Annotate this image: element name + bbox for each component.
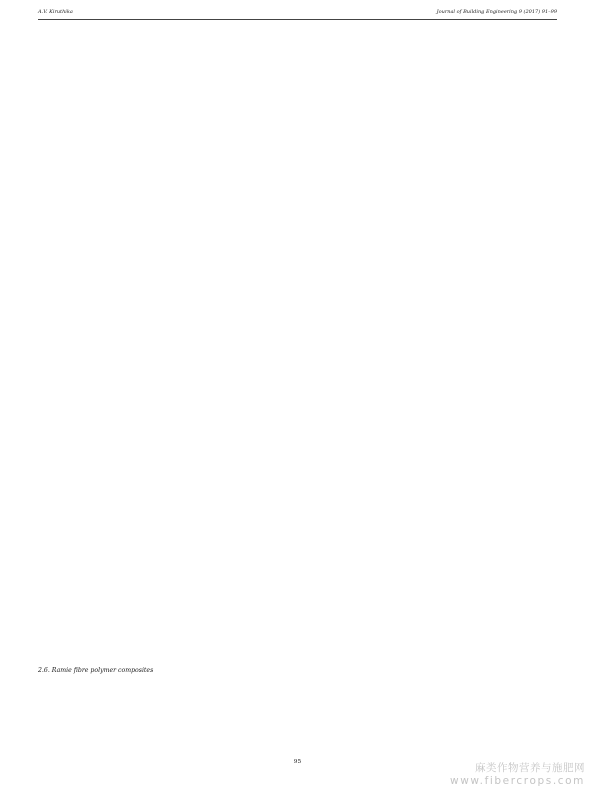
- section-heading: 2.6. Ramie fibre polymer composites: [38, 667, 154, 674]
- watermark: [450, 762, 585, 788]
- watermark-chinese: 麻类作物营养与施肥网: [475, 762, 585, 774]
- page-number: 95: [293, 759, 302, 765]
- header-author: A.V. Kiruthika: [38, 9, 73, 15]
- watermark-url: www.fibercrops.com: [450, 775, 585, 787]
- header-journal: Journal of Building Engineering 9 (2017) 91–99: [436, 9, 557, 15]
- running-header: [38, 9, 557, 15]
- header-rule: [38, 19, 557, 20]
